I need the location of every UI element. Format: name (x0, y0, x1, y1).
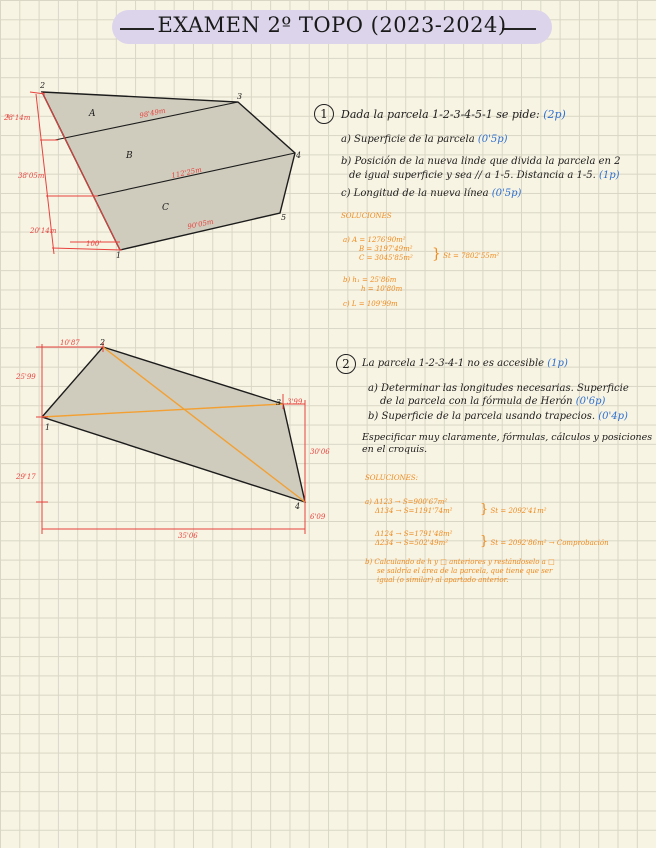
problem-2-solutions-title: SOLUCIONES: (365, 474, 418, 482)
p2-vertex-1: 1 (45, 423, 51, 432)
parcel-1-polygon (42, 92, 295, 250)
problem-1-item-a (341, 134, 508, 147)
p2-vertex-3: 3 (276, 398, 282, 407)
p1-vertex-1: 1 (116, 251, 122, 260)
problem-2-item-b (368, 411, 628, 424)
problem-1-statement-text: Dada la parcela 1-2-3-4-5-1 se pide: (341, 108, 540, 121)
sol2-b-line-2: Δ234 → S=502'49m² (375, 538, 449, 547)
sol2-c-line-2: se saldría el área de la parcela, que tiene que ser (377, 566, 553, 575)
problem-1-solutions-title: SOLUCIONES (341, 212, 392, 220)
sol-a-line-3: C = 3045'85m² (359, 253, 413, 262)
problem-2-item-a (368, 383, 629, 396)
sol-a-line-1: a) A = 1276'90m² (343, 236, 406, 244)
dim-label-35-06: 35'06 (178, 532, 198, 540)
problem-2-note (362, 432, 652, 456)
dim-label-25-99: 25'99 (16, 373, 36, 381)
problem-2-sol-c (365, 558, 555, 584)
dim-label-10-87: 10'87 (60, 339, 80, 347)
dim-label-6-09: 6'09 (310, 513, 326, 521)
problem-1-statement (341, 108, 566, 122)
side-label-28: 28'14m (4, 114, 31, 122)
sol-a-total: St = 7802'55m² (443, 252, 500, 260)
note-line-2: en el croquis. (362, 443, 428, 455)
note-line-1: Especificar muy claramente, fórmulas, cálculos y posiciones (362, 432, 653, 443)
sol-b-line-2: h = 10'80m (361, 284, 403, 293)
p1-vertex-3: 3 (237, 92, 243, 101)
problem-1-item-b-points: (1p) (598, 170, 620, 181)
problem-1-item-b (341, 156, 621, 169)
seg-label-100: 100' (86, 240, 102, 248)
problem-2-item-b-text: b) Superficie de la parcela usando trapecios. (368, 411, 596, 422)
region-a: A (89, 109, 96, 119)
sol2-b-line-1: Δ124 → S=1791'48m² (375, 530, 453, 538)
problem-1-sol-b (343, 276, 402, 294)
problem-2-sol-a (365, 498, 452, 516)
parcel-2-polygon (42, 347, 305, 502)
problem-1-item-c (341, 188, 521, 201)
parcel-1-figure (0, 78, 310, 263)
sol2-a-line-1: a) Δ123 → S=900'67m² (365, 498, 448, 506)
problem-2-sol-b (375, 530, 452, 548)
problem-2-sol-b-total: } St = 2092'86m² → Comprobación (480, 534, 609, 549)
dim-label-3-99: 3'99 (287, 398, 303, 406)
problem-2-item-a2 (380, 396, 605, 409)
dim-label-30-06: 30'06 (310, 448, 330, 456)
sol-a-line-2: B = 3197'49m² (359, 244, 413, 253)
problem-1-sol-a (343, 236, 413, 262)
p1-vertex-5: 5 (281, 213, 287, 222)
problem-2-statement-text: La parcela 1-2-3-4-1 no es accesible (362, 358, 545, 369)
problem-1-item-c-text: c) Longitud de la nueva línea (341, 188, 489, 199)
problem-1-item-b2-text: de igual superficie y sea // a 1-5. Distancia a 1-5. (349, 170, 596, 181)
sol-b-line-1: b) h₁ = 25'86m (343, 276, 397, 284)
problem-2-sol-a-total: } St = 2092'41m² (480, 502, 547, 517)
p1-vertex-2: 2 (40, 81, 46, 90)
seg-label-112: 112'25m (170, 165, 203, 180)
problem-1-sol-a-total: } St = 7802'55m² (432, 246, 500, 262)
problem-2-item-b-points: (0'4p) (598, 411, 628, 422)
sol2-a-total: St = 2092'41m² (490, 507, 547, 515)
problem-1-item-b2 (349, 170, 620, 183)
problem-2-item-a-points: (0'6p) (575, 396, 606, 407)
problem-2-number: 2 (336, 354, 356, 374)
problem-1-points: (2p) (543, 108, 566, 121)
problem-2-item-a-text: a) Determinar las longitudes necesarias. Superficie (368, 383, 629, 394)
problem-1-item-a-text: a) Superficie de la parcela (341, 134, 475, 145)
sol2-c-line-3: igual (o similar) al apartado anterior. (377, 575, 509, 584)
seg-label-90: 90'05m (186, 217, 215, 231)
problem-2-statement (362, 358, 568, 371)
problem-1-number: 1 (314, 104, 334, 124)
problem-1-item-a-points: (0'5p) (477, 134, 508, 145)
seg-label-98: 98'49m (138, 106, 167, 120)
p2-vertex-4: 4 (295, 502, 301, 511)
page-title: EXAMEN 2º TOPO (2023-2024) (157, 13, 507, 37)
region-c: C (162, 203, 169, 213)
sol2-c-line-1: b) Calculando de h y □ anteriores y restándoselo a □ (365, 558, 555, 566)
problem-1-item-c-points: (0'5p) (491, 188, 522, 199)
problem-1-sol-c: c) L = 109'99m (343, 300, 398, 308)
parcel-2-figure (0, 334, 345, 544)
problem-1-item-b-text: b) Posición de la nueva linde que divida la parcela en 2 (341, 156, 621, 167)
p1-vertex-4: 4 (296, 151, 302, 160)
side-label-38: 38'05m (18, 172, 45, 180)
side-label-20: 20'14m (30, 227, 57, 235)
dim-label-29-17: 29'17 (16, 473, 36, 481)
problem-2-item-a2-text: de la parcela con la fórmula de Herón (380, 396, 573, 407)
region-b: B (126, 151, 133, 161)
problem-2-points: (1p) (547, 358, 568, 369)
p2-vertex-2: 2 (100, 338, 106, 347)
sol2-b-total: St = 2092'86m² → Comprobación (490, 539, 609, 547)
sol2-a-line-2: Δ134 → S=1191'74m² (375, 506, 453, 515)
